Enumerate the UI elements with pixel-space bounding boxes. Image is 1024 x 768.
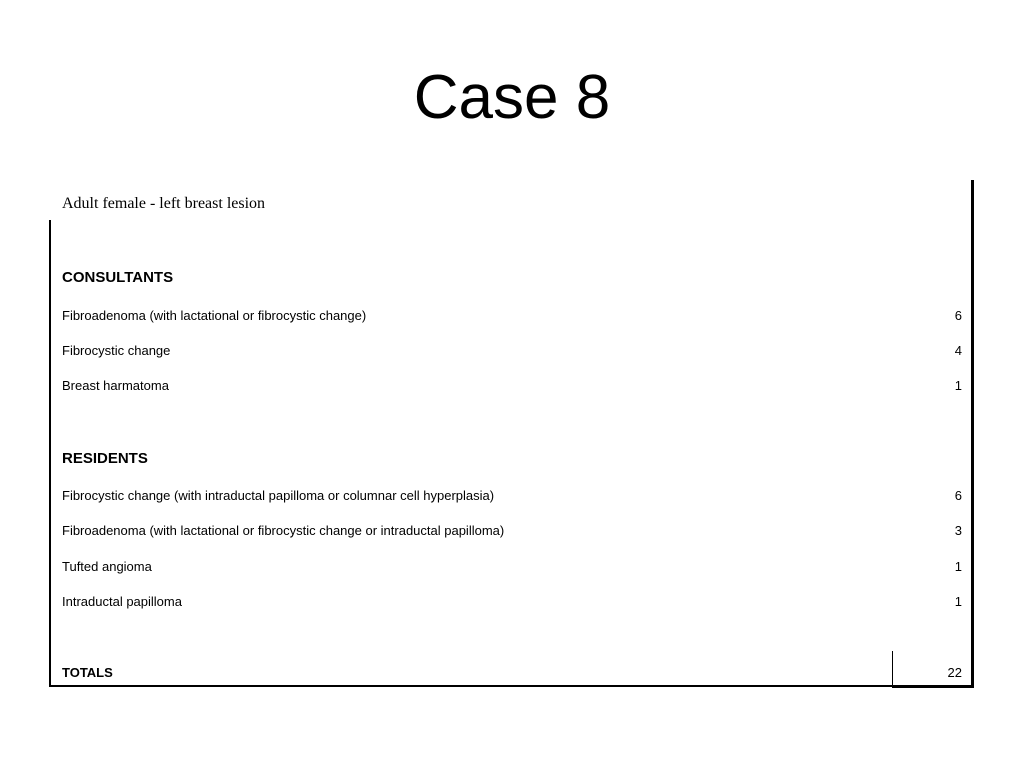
resident-diagnosis: Tufted angioma: [62, 559, 152, 574]
totals-label: TOTALS: [62, 665, 113, 680]
table-left-border: [49, 220, 51, 686]
resident-count: 1: [954, 559, 962, 574]
consultant-count: 6: [954, 308, 962, 323]
totals-value: 22: [947, 665, 962, 680]
residents-header: RESIDENTS: [62, 450, 148, 467]
resident-count: 1: [954, 594, 962, 609]
consultants-header: CONSULTANTS: [62, 269, 174, 286]
resident-diagnosis: Fibrocystic change (with intraductal papilloma or columnar cell hyperplasia): [62, 488, 495, 503]
slide-title: Case 8: [413, 63, 611, 132]
resident-count: 3: [954, 523, 962, 538]
totals-value-underline: [892, 685, 974, 688]
consultant-diagnosis: Breast harmatoma: [62, 378, 169, 393]
resident-diagnosis: Intraductal papilloma: [62, 594, 182, 609]
consultant-count: 4: [954, 343, 962, 358]
totals-divider: [892, 651, 893, 686]
case-description: Adult female - left breast lesion: [62, 195, 266, 212]
consultant-count: 1: [954, 378, 962, 393]
resident-count: 6: [954, 488, 962, 503]
table-right-border: [971, 180, 974, 687]
table-bottom-border: [49, 685, 974, 687]
consultant-diagnosis: Fibrocystic change: [62, 343, 171, 358]
consultant-diagnosis: Fibroadenoma (with lactational or fibrocystic change): [62, 308, 367, 323]
resident-diagnosis: Fibroadenoma (with lactational or fibrocystic change or intraductal papilloma): [62, 523, 505, 538]
